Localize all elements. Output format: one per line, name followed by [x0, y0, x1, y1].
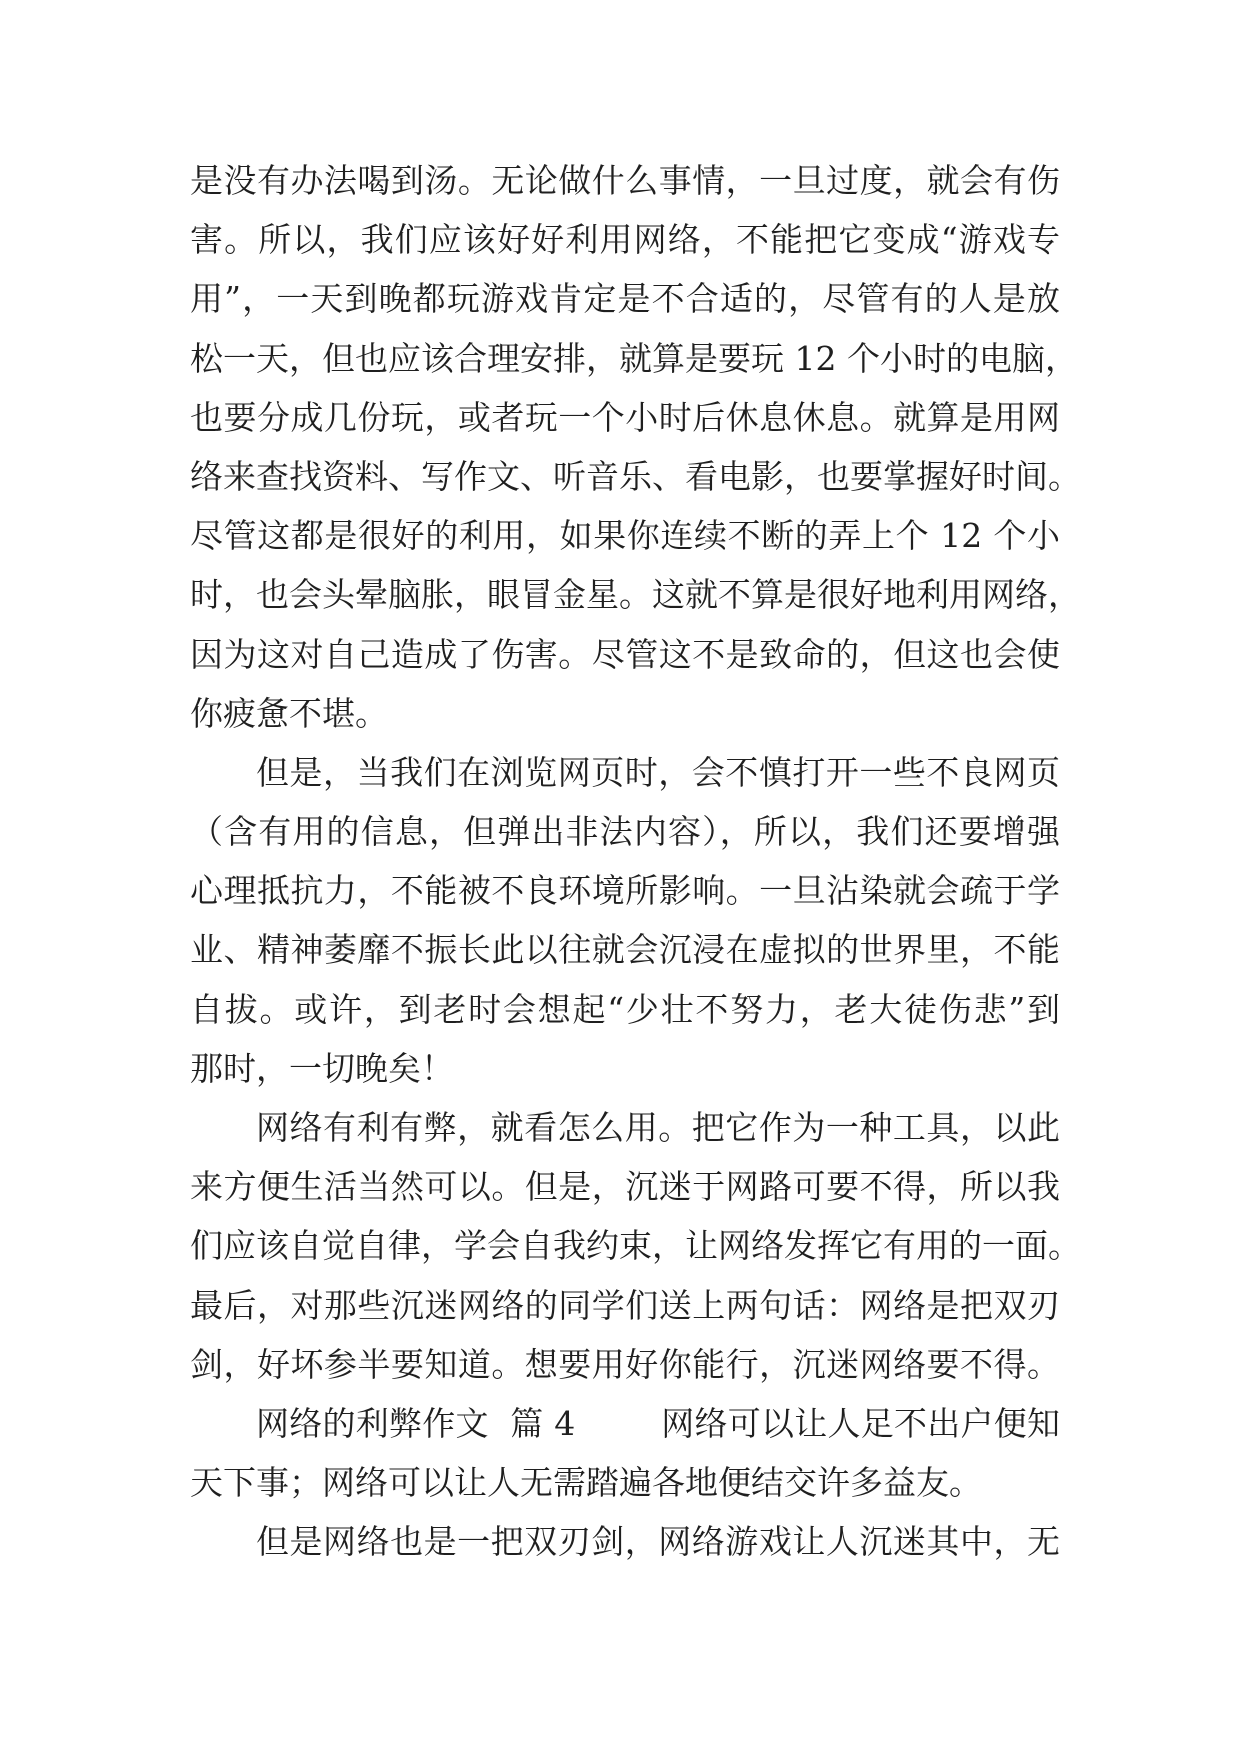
text-line: 那时，一切晚矣！ [190, 1048, 454, 1088]
text-line: 络来查找资料、写作文、听音乐、看电影，也要掌握好时间。 [190, 456, 1081, 496]
paragraph-first-line: 但是网络也是一把双刃剑，网络游戏让人沉迷其中，无 [256, 1522, 1060, 1562]
text-line: 自拔。或许，到老时会想起“少壮不努力，老大徒伤悲”到 [190, 989, 1060, 1029]
text-line: 害。所以，我们应该好好利用网络，不能把它变成“游戏专 [190, 220, 1060, 260]
text-line: 来方便生活当然可以。但是，沉迷于网路可要不得，所以我 [190, 1167, 1060, 1207]
text-line: 也要分成几份玩，或者玩一个小时后休息休息。就算是用网 [190, 397, 1060, 437]
text-line: 松一天，但也应该合理安排，就算是要玩 12 个小时的电脑， [190, 338, 1078, 378]
paragraph-first-line: 网络有利有弊，就看怎么用。把它作为一种工具，以此 [256, 1108, 1060, 1147]
text-line: 业、精神萎靡不振长此以往就会沉浸在虚拟的世界里，不能 [190, 930, 1060, 970]
text-line: 用”，一天到晚都玩游戏肯定是不合适的，尽管有的人是放 [190, 279, 1060, 319]
text-line: 因为这对自己造成了伤害。尽管这不是致命的，但这也会使 [190, 634, 1060, 674]
text-line: 尽管这都是很好的利用，如果你连续不断的弄上个 12 个小 [190, 516, 1060, 556]
text-line: 是没有办法喝到汤。无论做什么事情，一旦过度，就会有伤 [190, 161, 1060, 200]
text-line: 心理抵抗力，不能被不良环境所影响。一旦沾染就会疏于学 [190, 871, 1060, 911]
paragraph-first-line: 但是，当我们在浏览网页时，会不慎打开一些不良网页 [256, 752, 1060, 792]
document-body [190, 151, 1081, 1572]
text-line: 时，也会头晕脑胀，眼冒金星。这就不算是很好地利用网络， [190, 575, 1081, 615]
text-line: 们应该自觉自律，学会自我约束，让网络发挥它有用的一面。 [190, 1226, 1081, 1266]
text-line: 最后，对那些沉迷网络的同学们送上两句话：网络是把双刃 [190, 1285, 1060, 1325]
text-line: 你疲惫不堪。 [190, 693, 388, 733]
text-line: 剑，好坏参半要知道。想要用好你能行，沉迷网络要不得。 [190, 1344, 1060, 1384]
section-heading-line: 网络的利弊作文 篇 4 网络可以让人足不出户便知 [256, 1403, 1060, 1443]
text-line: （含有用的信息，但弹出非法内容），所以，我们还要增强 [190, 812, 1060, 852]
text-line: 天下事；网络可以让人无需踏遍各地便结交许多益友。 [190, 1463, 982, 1503]
